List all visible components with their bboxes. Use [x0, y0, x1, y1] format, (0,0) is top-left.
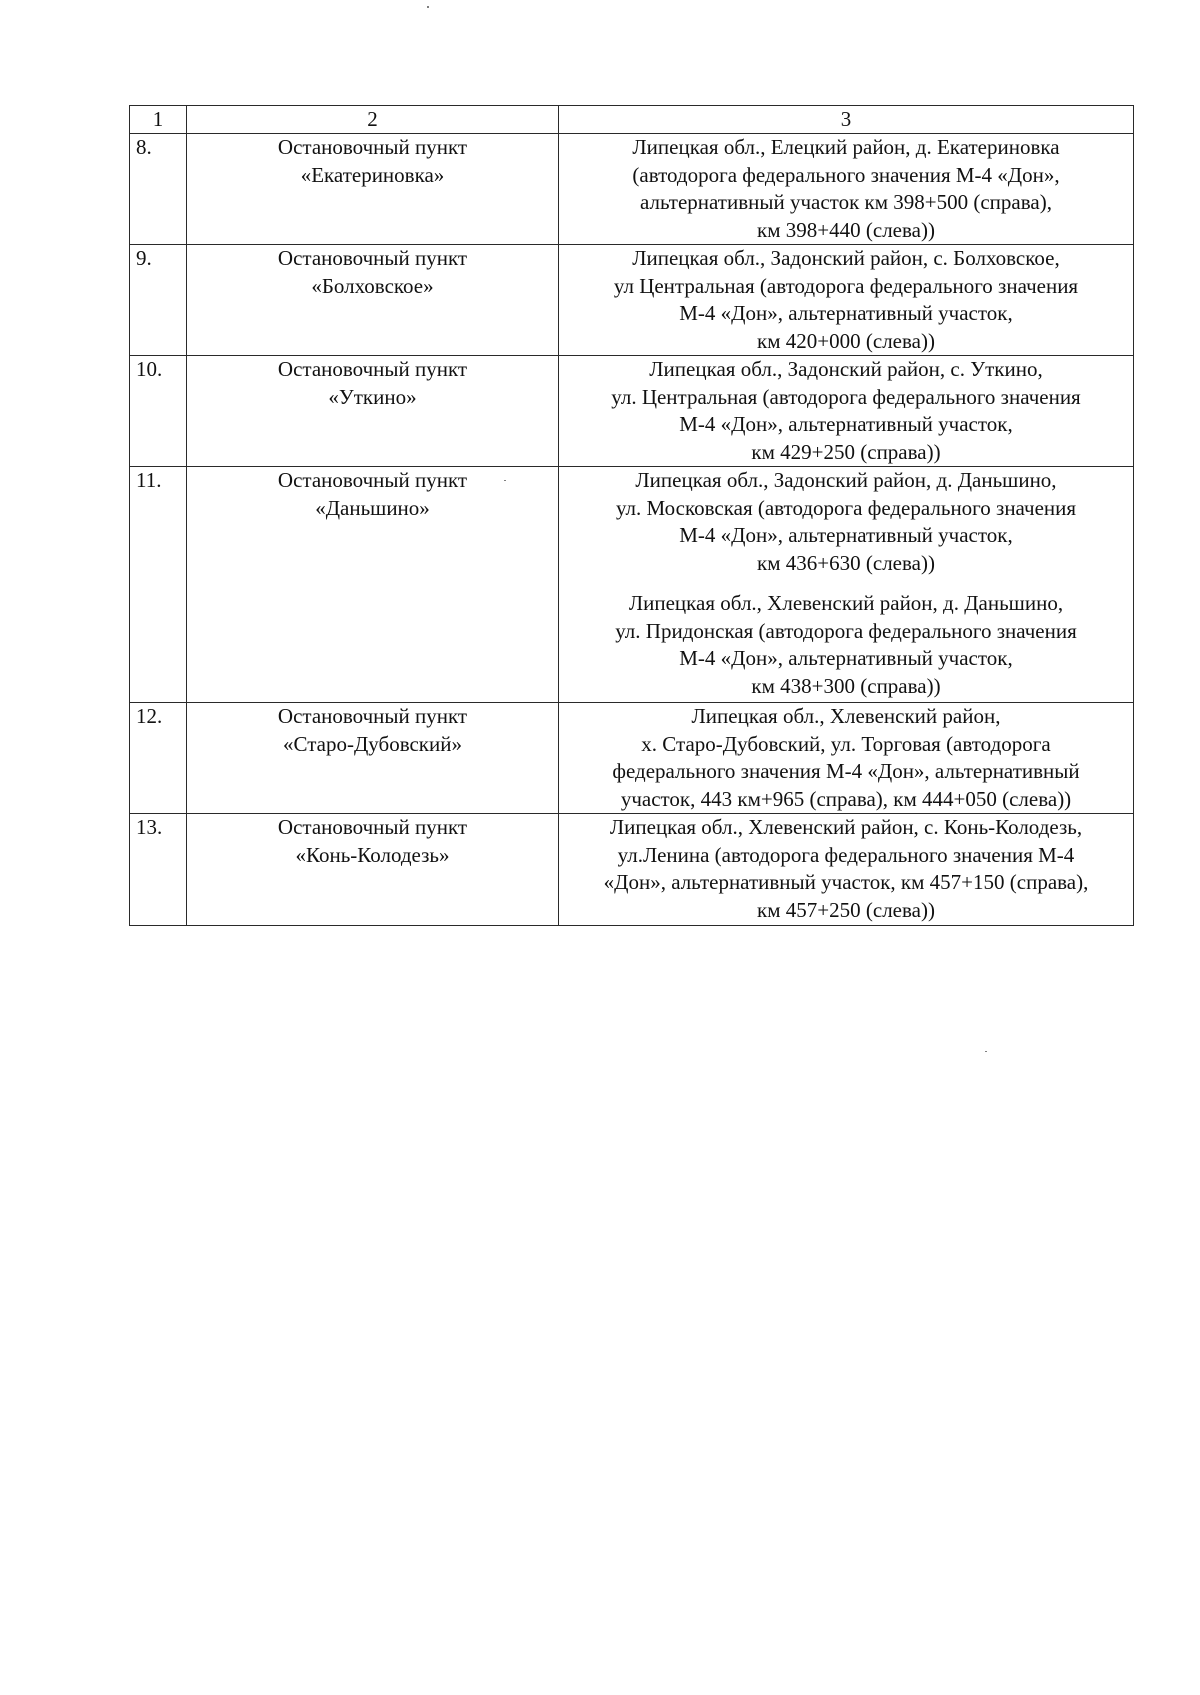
row-number: 11.: [130, 467, 187, 703]
row-number: 10.: [130, 356, 187, 467]
address-line: км 429+250 (справа)): [751, 439, 941, 464]
address-line: М-4 «Дон», альтернативный участок,: [679, 412, 1013, 436]
stop-name-cell: [187, 467, 559, 703]
table-row: [130, 245, 1134, 356]
row-number: 13.: [130, 814, 187, 926]
address-line: М-4 «Дон», альтернативный участок,: [679, 646, 1013, 670]
address-line: х. Старо-Дубовский, ул. Торговая (автодорога: [641, 731, 1051, 756]
stop-name-cell: [187, 814, 559, 926]
table-row: [130, 814, 1134, 926]
address-line: Липецкая обл., Хлевенский район,: [691, 704, 1001, 728]
stop-address-cell: [559, 703, 1134, 814]
address-line: участок, 443 км+965 (справа), км 444+050 (слева)): [620, 786, 1072, 811]
address-line: км 398+440 (слева)): [757, 217, 935, 242]
stop-name: «Конь-Колодезь»: [295, 842, 450, 867]
address-line: Липецкая обл., Задонский район, с. Болховское,: [632, 246, 1060, 270]
stop-type: Остановочный пункт: [277, 246, 468, 270]
stop-address-cell: [559, 245, 1134, 356]
address-line: «Дон», альтернативный участок, км 457+150 (справа),: [603, 870, 1089, 894]
address-line: км 436+630 (слева)): [757, 550, 935, 575]
table-header-row: [130, 106, 1134, 134]
stop-type: Остановочный пункт: [277, 135, 468, 159]
stop-name-cell: [187, 134, 559, 245]
stop-name-cell: [187, 356, 559, 467]
address-line: Липецкая обл., Задонский район, д. Даньшино,: [635, 468, 1057, 492]
table-row: [130, 134, 1134, 245]
address-line: ул. Придонская (автодорога федерального значения: [615, 618, 1077, 643]
column-name-header: 2: [187, 106, 559, 134]
stop-address-cell: [559, 134, 1134, 245]
address-line: ул. Центральная (автодорога федерального значения: [611, 384, 1081, 409]
column-address-header: 3: [559, 106, 1134, 134]
stop-address-cell: [559, 814, 1134, 926]
address-line: Липецкая обл., Елецкий район, д. Екатериновка: [632, 135, 1060, 159]
address-line: Липецкая обл., Хлевенский район, д. Даньшино,: [628, 591, 1064, 615]
stop-name-cell: [187, 245, 559, 356]
row-number: 9.: [130, 245, 187, 356]
table-row: [130, 703, 1134, 814]
stop-type: Остановочный пункт: [277, 357, 468, 381]
stop-name: «Екатериновка»: [300, 162, 445, 187]
address-line: ул.Ленина (автодорога федерального значения М-4: [617, 842, 1075, 867]
table-row: [130, 356, 1134, 467]
stop-type: Остановочный пункт: [277, 704, 468, 728]
address-line: Липецкая обл., Хлевенский район, с. Конь-Колодезь,: [609, 815, 1083, 839]
paragraph-gap: [565, 577, 1127, 590]
address-line: ул. Московская (автодорога федерального значения: [615, 495, 1077, 520]
stop-name: «Даньшино»: [315, 495, 430, 520]
address-line: альтернативный участок км 398+500 (справа),: [640, 190, 1052, 214]
address-line: М-4 «Дон», альтернативный участок,: [679, 301, 1013, 325]
stop-name: «Болховское»: [311, 273, 434, 298]
row-number: 12.: [130, 703, 187, 814]
address-line: (автодорога федерального значения М-4 «Дон»,: [632, 162, 1060, 187]
row-number: 8.: [130, 134, 187, 245]
table-body: [130, 106, 1134, 926]
address-line: федерального значения М-4 «Дон», альтернативный: [612, 759, 1080, 783]
address-line: км 438+300 (справа)): [751, 673, 941, 698]
stop-name-cell: [187, 703, 559, 814]
stop-name: «Уткино»: [328, 384, 417, 409]
stop-address-cell: [559, 356, 1134, 467]
address-line: Липецкая обл., Задонский район, с. Уткино,: [649, 357, 1043, 381]
table-row: [130, 467, 1134, 703]
stop-address-cell: [559, 467, 1134, 703]
column-number-header: 1: [130, 106, 187, 134]
scan-speck: [427, 6, 429, 8]
stop-type: Остановочный пункт: [277, 468, 468, 492]
address-line: М-4 «Дон», альтернативный участок,: [679, 523, 1013, 547]
stop-name: «Старо-Дубовский»: [282, 731, 462, 756]
address-line: км 457+250 (слева)): [757, 897, 935, 922]
stop-type: Остановочный пункт: [277, 815, 468, 839]
address-line: км 420+000 (слева)): [757, 328, 935, 353]
bus-stops-table: [129, 105, 1134, 926]
scan-speck: [985, 1051, 987, 1052]
address-line: ул Центральная (автодорога федерального значения: [613, 273, 1079, 298]
